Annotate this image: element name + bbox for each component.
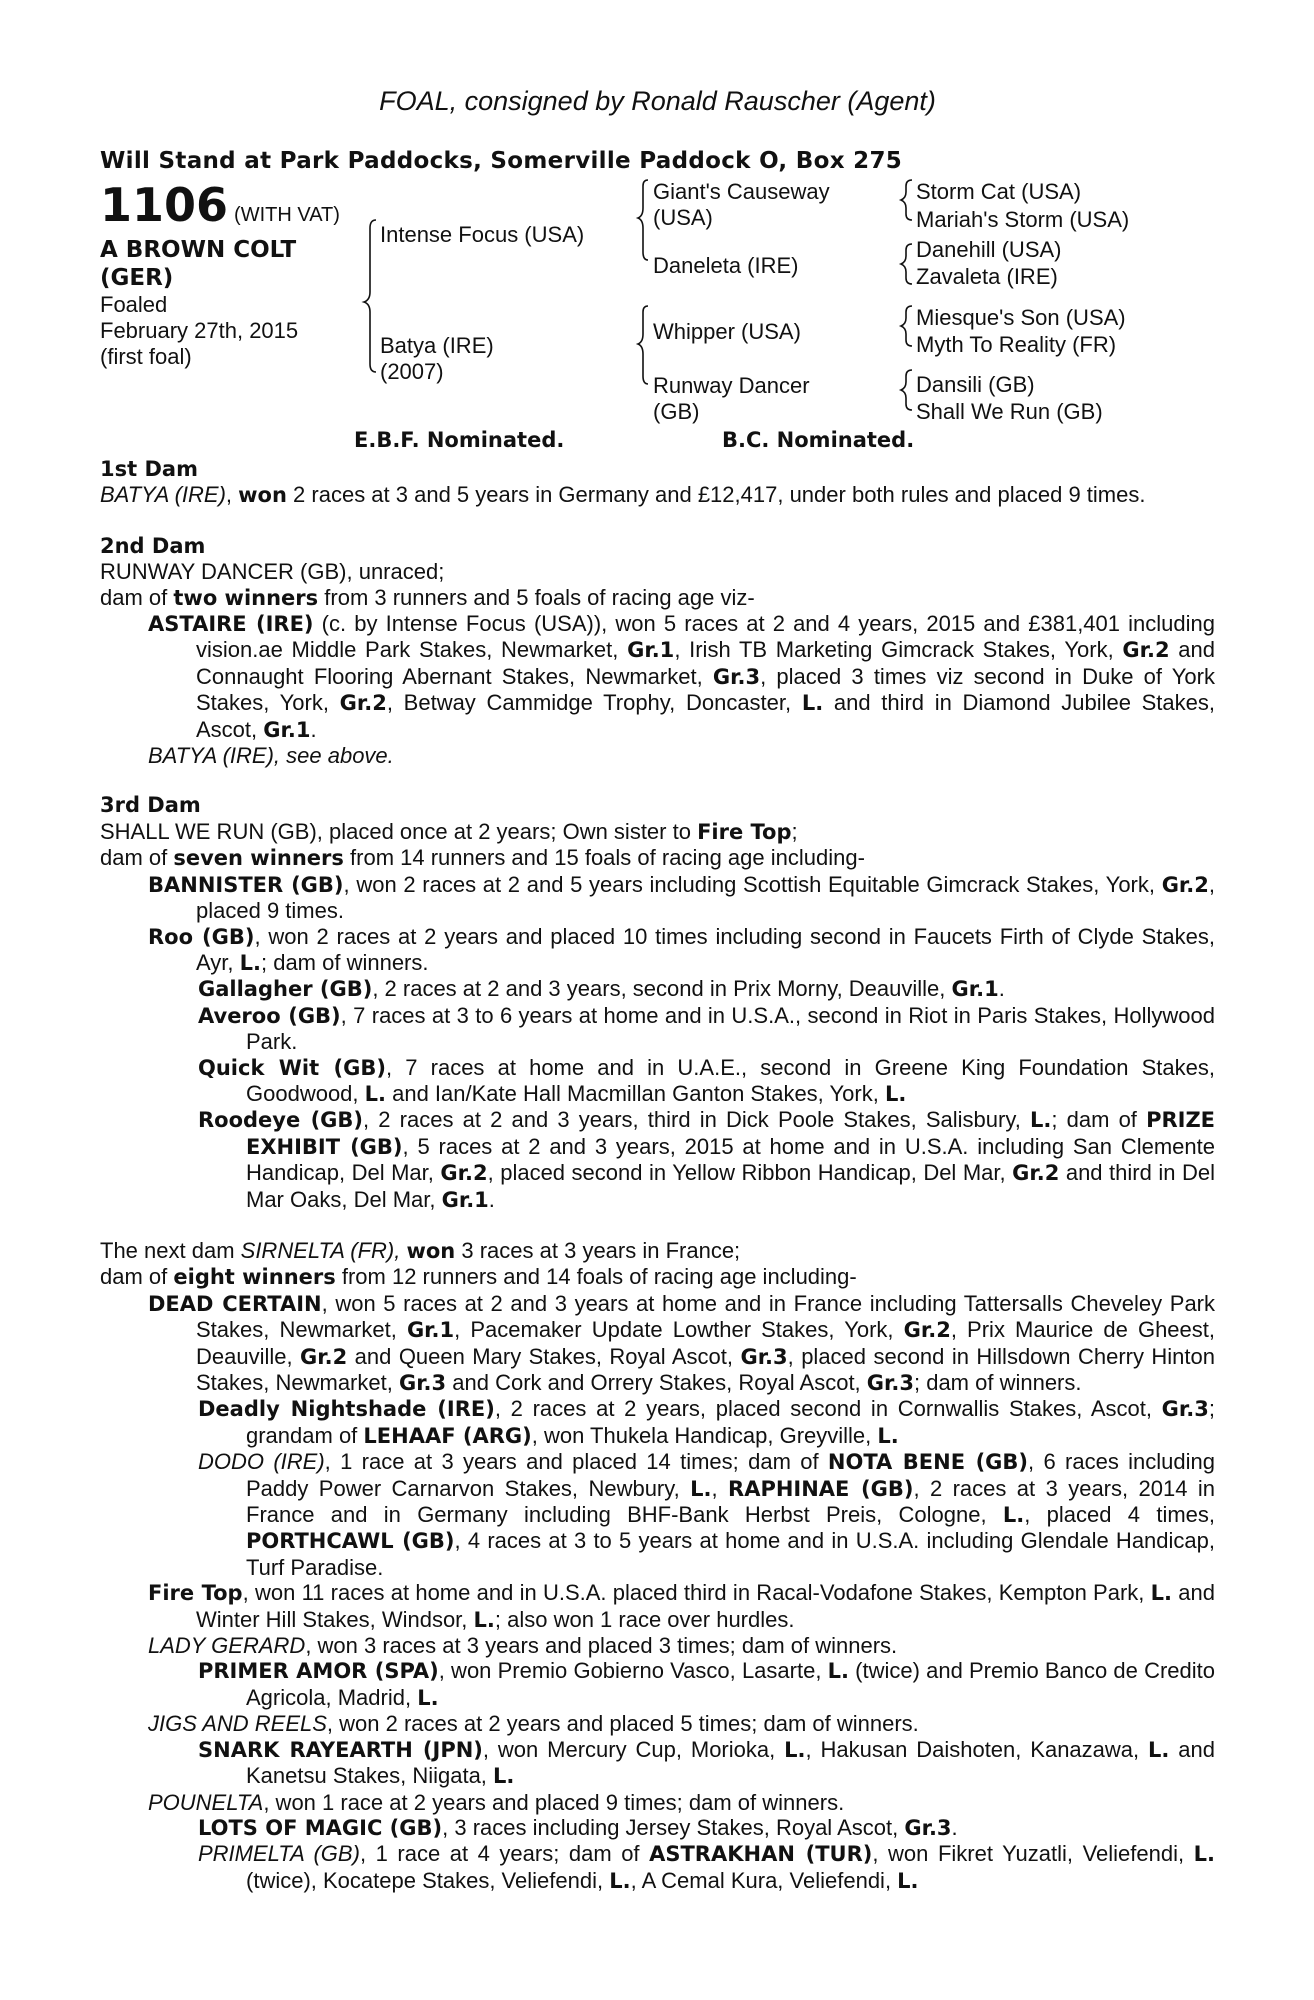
third-dam-dam-of: dam of seven winners from 14 runners and 15 foals of racing age including- xyxy=(100,845,865,871)
progeny-deadly-nightshade: Deadly Nightshade (IRE), 2 races at 2 years, placed second in Cornwallis Stakes, Ascot, Gr.3; grandam of LEHAAF (ARG), won Thukela Handicap, Greyville, L. xyxy=(198,1396,1215,1448)
stabling-location: Will Stand at Park Paddocks, Somerville Paddock O, Box 275 xyxy=(100,148,903,174)
pedigree-sire-dam: Daneleta (IRE) xyxy=(653,253,799,278)
consignor-title: FOAL, consigned by Ronald Rauscher (Agent) xyxy=(379,86,936,116)
pedigree-dam xyxy=(380,333,494,385)
foaled-label: Foaled xyxy=(100,292,168,317)
pedigree-sire-sire xyxy=(653,179,830,231)
pedigree-dam-dam xyxy=(653,373,810,425)
ebf-nomination: E.B.F. Nominated. xyxy=(354,428,565,452)
pedigree-sss: Storm Cat (USA) xyxy=(916,179,1082,204)
foaled-note: (first foal) xyxy=(100,344,192,369)
vat-note: (WITH VAT) xyxy=(234,204,340,226)
progeny-roo: Roo (GB), won 2 races at 2 years and placed 10 times including second in Faucets Firth of Clyde Stakes, Ayr, L.; dam of winners. xyxy=(148,923,1215,975)
progeny-astaire: ASTAIRE (IRE) (c. by Intense Focus (USA)), won 5 races at 2 and 4 years, 2015 and £381,401 including vision.ae Middle Park Stakes, Newmarket, Gr.1, Irish TB Marketing Gimcrack Stakes, York, Gr.2 and Connaught Flooring Abernant Stakes, Newmarket, Gr.3, placed 3 times viz second in Duke of York Stakes, York, Gr.2, Betway Cammidge Trophy, Doncaster, L. and third in Diamond Jubilee Stakes, Ascot, Gr.1. xyxy=(148,611,1216,742)
pedigree-dam-line2: (2007) xyxy=(380,359,444,384)
catalogue-body xyxy=(100,457,1215,1894)
pedigree-dds: Dansili (GB) xyxy=(916,372,1035,397)
progeny-dead-certain: DEAD CERTAIN, won 5 races at 2 and 3 years at home and in France including Tattersalls Cheveley Park Stakes, Newmarket, Gr.1, Pacemaker Update Lowther Stakes, York, Gr.2, Prix Maurice de Gheest, Deauville, Gr.2 and Queen Mary Stakes, Royal Ascot, Gr.3, placed second in Hillsdown Cherry Hinton Stakes, Newmarket, Gr.3 and Cork and Orrery Stakes, Royal Ascot, Gr.3; dam of winners. xyxy=(148,1290,1216,1395)
lot-number: 1106 xyxy=(100,178,229,232)
progeny-primer-amor: PRIMER AMOR (SPA), won Premio Gobierno Vasco, Lasarte, L. (twice) and Premio Banco de Credito Agricola, Madrid, L. xyxy=(198,1658,1215,1710)
pedigree-dd-line2: (GB) xyxy=(653,399,700,424)
pedigree-ss-line1: Giant's Causeway xyxy=(653,179,830,204)
pedigree-dd-line1: Runway Dancer xyxy=(653,373,810,398)
pedigree-dam-line1: Batya (IRE) xyxy=(380,333,494,358)
progeny-snark-rayearth: SNARK RAYEARTH (JPN), won Mercury Cup, Morioka, L., Hakusan Daishoten, Kanazawa, L. and Kanetsu Stakes, Niigata, L. xyxy=(198,1736,1215,1789)
progeny-fire-top: Fire Top, won 11 races at home and in U.S.A. placed third in Racal-Vodafone Stakes, Kempton Park, L. and Winter Hill Stakes, Windsor, L.; also won 1 race over hurdles. xyxy=(148,1580,1215,1632)
progeny-primelta: PRIMELTA (GB), 1 race at 4 years; dam of ASTRAKHAN (TUR), won Fikret Yuzatli, Veliefendi, L. (twice), Kocatepe Stakes, Veliefendi, L., A Cemal Kura, Veliefendi, L. xyxy=(198,1841,1216,1893)
lot-description-line2: (GER) xyxy=(100,265,174,291)
pedigree-ssd: Mariah's Storm (USA) xyxy=(916,207,1130,232)
progeny-quick-wit: Quick Wit (GB), 7 races at home and in U.A.E., second in Greene King Foundation Stakes, Goodwood, L. and Ian/Kate Hall Macmillan Ganton Stakes, York, L. xyxy=(198,1054,1215,1106)
foaled-date: February 27th, 2015 xyxy=(100,318,299,343)
pedigree-sdd: Zavaleta (IRE) xyxy=(916,264,1058,289)
first-dam-entry: BATYA (IRE), won 2 races at 3 and 5 years in Germany and £12,417, under both rules and placed 9 times. xyxy=(100,482,1146,508)
next-dam-dam-of: dam of eight winners from 12 runners and 14 foals of racing age including- xyxy=(100,1264,857,1290)
progeny-bannister: BANNISTER (GB), won 2 races at 2 and 5 years including Scottish Equitable Gimcrack Stakes, York, Gr.2, placed 9 times. xyxy=(148,871,1216,924)
lot-description-line1: A BROWN COLT xyxy=(100,237,297,263)
second-dam-dam-of: dam of two winners from 3 runners and 5 foals of racing age viz- xyxy=(100,584,755,610)
pedigree-dss: Miesque's Son (USA) xyxy=(916,305,1126,330)
progeny-batya: BATYA (IRE), see above. xyxy=(148,743,394,769)
progeny-lady-gerard: LADY GERARD, won 3 races at 3 years and placed 3 times; dam of winners. xyxy=(148,1633,898,1659)
progeny-gallagher: Gallagher (GB), 2 races at 2 and 3 years, second in Prix Morny, Deauville, Gr.1. xyxy=(198,976,1005,1002)
progeny-roodeye: Roodeye (GB), 2 races at 2 and 3 years, third in Dick Poole Stakes, Salisbury, L.; dam of PRIZE EXHIBIT (GB), 5 races at 2 and 3 years, 2015 at home and in U.S.A. including San Clemente Handicap, Del Mar, Gr.2, placed second in Yellow Ribbon Handicap, Del Mar, Gr.2 and third in Del Mar Oaks, Del Mar, Gr.1. xyxy=(198,1107,1216,1212)
pedigree-dsd: Myth To Reality (FR) xyxy=(916,332,1117,357)
next-dam-line1: The next dam SIRNELTA (FR), won 3 races at 3 years in France; xyxy=(100,1237,741,1263)
third-dam-line1: SHALL WE RUN (GB), placed once at 2 years; Own sister to Fire Top; xyxy=(100,818,798,844)
progeny-lots-of-magic: LOTS OF MAGIC (GB), 3 races including Jersey Stakes, Royal Ascot, Gr.3. xyxy=(198,1814,958,1840)
second-dam-line1: RUNWAY DANCER (GB), unraced; xyxy=(100,559,445,585)
progeny-pounelta: POUNELTA, won 1 race at 2 years and placed 9 times; dam of winners. xyxy=(148,1789,845,1815)
pedigree-ddd: Shall We Run (GB) xyxy=(916,399,1103,424)
third-dam-heading: 3rd Dam xyxy=(100,793,201,818)
first-dam-heading: 1st Dam xyxy=(100,457,198,481)
bc-nomination: B.C. Nominated. xyxy=(722,428,915,452)
progeny-jigs-and-reels: JIGS AND REELS, won 2 races at 2 years and placed 5 times; dam of winners. xyxy=(148,1711,919,1737)
pedigree-sire: Intense Focus (USA) xyxy=(380,222,585,247)
pedigree-ss-line2: (USA) xyxy=(653,205,713,230)
pedigree-sds: Danehill (USA) xyxy=(916,237,1062,262)
progeny-averoo: Averoo (GB), 7 races at 3 to 6 years at home and in U.S.A., second in Riot in Paris Stakes, Hollywood Park. xyxy=(198,1002,1215,1055)
progeny-dodo: DODO (IRE), 1 race at 3 years and placed 14 times; dam of NOTA BENE (GB), 6 races including Paddy Power Carnarvon Stakes, Newbury, L., RAPHINAE (GB), 2 races at 3 years, 2014 in France and in Germany including BHF-Bank Herbst Preis, Cologne, L., placed 4 times, PORTHCAWL (GB), 4 races at 3 to 5 years at home and in U.S.A. including Glendale Handicap, Turf Paradise. xyxy=(198,1449,1215,1580)
pedigree-dam-sire: Whipper (USA) xyxy=(653,319,801,344)
second-dam-heading: 2nd Dam xyxy=(100,533,206,558)
